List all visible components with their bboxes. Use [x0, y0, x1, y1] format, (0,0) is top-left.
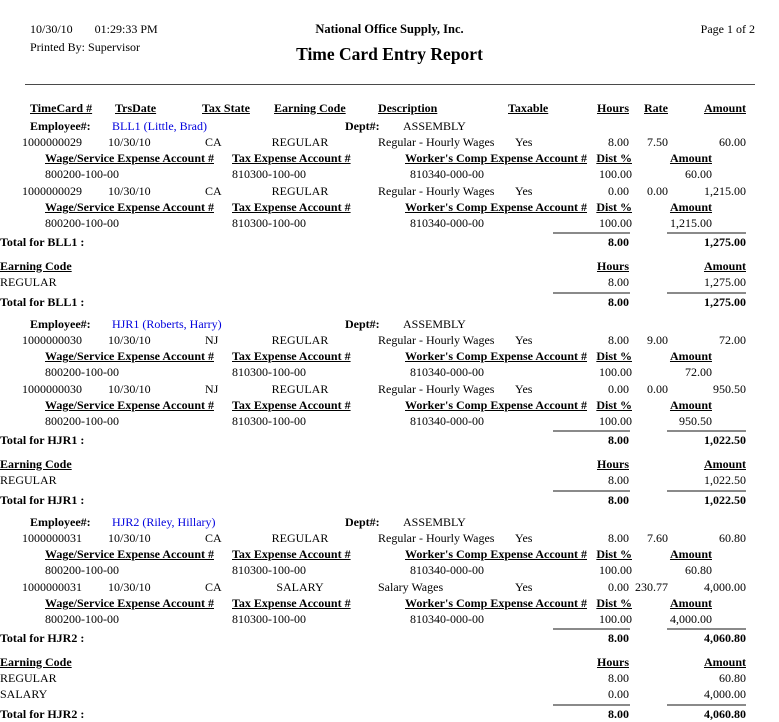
earning-summary-rows [0, 274, 779, 290]
timecard-row [0, 183, 779, 199]
timecard-earningcode: REGULAR [271, 333, 329, 347]
total-hours: 8.00 [608, 631, 629, 645]
timecard-date: 10/30/10 [108, 333, 151, 347]
dist-pct-value: 100.00 [599, 563, 632, 577]
dept-label: Dept#: [345, 119, 380, 133]
wage-account-label: Wage/Service Expense Account # [45, 349, 214, 363]
employee-link[interactable]: BLL1 (Little, Brad) [112, 119, 207, 133]
earning-code-header: Earning Code [0, 457, 72, 471]
dist-amount-value: 950.50 [679, 414, 712, 428]
distribution-value-row [0, 562, 779, 578]
distribution-header-row [0, 199, 779, 215]
tax-account-label: Tax Expense Account # [232, 349, 351, 363]
wage-account-label: Wage/Service Expense Account # [45, 596, 214, 610]
tax-account-label: Tax Expense Account # [232, 200, 351, 214]
comp-account-label: Worker's Comp Expense Account # [405, 151, 588, 165]
dist-pct-label: Dist % [596, 200, 632, 214]
comp-account-label: Worker's Comp Expense Account # [405, 349, 588, 363]
dist-amount-value: 72.00 [685, 365, 712, 379]
dist-amount-value: 4,000.00 [670, 612, 712, 626]
total-amount: 1,275.00 [704, 235, 746, 249]
earning-summary-header [0, 258, 779, 274]
timecard-description: Regular - Hourly Wages [378, 135, 495, 149]
comp-account-value: 810340-000-00 [410, 365, 484, 379]
employee-header-row [0, 118, 779, 134]
tax-account-label: Tax Expense Account # [232, 398, 351, 412]
earning-hours-value: 8.00 [608, 275, 629, 289]
employee-label: Employee#: [30, 119, 91, 133]
timecard-taxstate: NJ [205, 333, 219, 347]
total-label: Total for HJR1 : [0, 433, 85, 447]
dist-pct-label: Dist % [596, 596, 632, 610]
earning-amount-value: 60.80 [719, 671, 746, 685]
timecard-date: 10/30/10 [108, 531, 151, 545]
timecard-row [0, 530, 779, 546]
distribution-header-row [0, 397, 779, 413]
dist-amount-label: Amount [669, 596, 712, 610]
total-label: Total for HJR1 : [0, 493, 85, 507]
employee-total-row [0, 432, 779, 448]
dept-value: ASSEMBLY [403, 317, 466, 331]
timecard-row [0, 332, 779, 348]
col-earningcode: Earning Code [274, 101, 346, 115]
wage-account-label: Wage/Service Expense Account # [45, 151, 214, 165]
earning-amount-value: 1,275.00 [704, 275, 746, 289]
timecard-rate: 7.50 [647, 135, 668, 149]
wage-account-label: Wage/Service Expense Account # [45, 398, 214, 412]
dist-pct-value: 100.00 [599, 216, 632, 230]
wage-account-label: Wage/Service Expense Account # [45, 547, 214, 561]
distribution-header-row [0, 348, 779, 364]
timecard-earningcode: REGULAR [271, 382, 329, 396]
earning-summary-row [0, 670, 779, 686]
dist-amount-label: Amount [669, 200, 712, 214]
comp-account-value: 810340-000-00 [410, 216, 484, 230]
employee-header-row [0, 316, 779, 332]
comp-account-label: Worker's Comp Expense Account # [405, 596, 588, 610]
wage-account-value: 800200-100-00 [45, 563, 119, 577]
tax-account-value: 810300-100-00 [232, 216, 306, 230]
col-taxstate: Tax State [202, 101, 250, 115]
comp-account-value: 810340-000-00 [410, 612, 484, 626]
dist-amount-label: Amount [669, 349, 712, 363]
dist-amount-label: Amount [669, 151, 712, 165]
timecard-taxable: Yes [515, 333, 533, 347]
comp-account-label: Worker's Comp Expense Account # [405, 200, 588, 214]
timecard-amount: 4,000.00 [704, 580, 746, 594]
total-hours: 8.00 [608, 235, 629, 249]
earning-amount-header: Amount [703, 259, 746, 273]
timecard-amount: 72.00 [719, 333, 746, 347]
dist-pct-value: 100.00 [599, 365, 632, 379]
earning-hours-header: Hours [596, 457, 629, 471]
timecard-taxable: Yes [515, 580, 533, 594]
report-title: Time Card Entry Report [296, 44, 483, 64]
employee-section [0, 118, 779, 310]
print-time: 01:29:33 PM [94, 22, 158, 36]
timecard-amount: 1,215.00 [704, 184, 746, 198]
employee-section [0, 514, 779, 722]
dist-amount-value: 60.00 [685, 167, 712, 181]
timecard-hours: 8.00 [608, 531, 629, 545]
timecard-date: 10/30/10 [108, 184, 151, 198]
dept-label: Dept#: [345, 317, 380, 331]
timecard-number: 1000000029 [22, 184, 82, 198]
earning-code-value: SALARY [0, 687, 48, 701]
timecard-taxable: Yes [515, 135, 533, 149]
earning-hours-header: Hours [596, 259, 629, 273]
timecard-description: Regular - Hourly Wages [378, 531, 495, 545]
report-body [0, 118, 779, 722]
timecard-hours: 8.00 [608, 135, 629, 149]
earning-summary-row [0, 686, 779, 702]
timecard-hours: 0.00 [608, 580, 629, 594]
earning-amount-header: Amount [703, 655, 746, 669]
timecard-taxable: Yes [515, 184, 533, 198]
earning-hours-value: 8.00 [608, 473, 629, 487]
wage-account-value: 800200-100-00 [45, 365, 119, 379]
employee-total-row [0, 294, 779, 310]
comp-account-value: 810340-000-00 [410, 563, 484, 577]
timecard-rate: 0.00 [647, 382, 668, 396]
earning-summary-rows [0, 670, 779, 702]
distribution-value-row [0, 364, 779, 380]
timecard-hours: 0.00 [608, 382, 629, 396]
earning-amount-header: Amount [703, 457, 746, 471]
timecard-taxstate: CA [205, 531, 222, 545]
earning-amount-value: 1,022.50 [704, 473, 746, 487]
timecard-description: Regular - Hourly Wages [378, 184, 495, 198]
employee-total-row [0, 630, 779, 646]
total-label: Total for BLL1 : [0, 235, 85, 249]
distribution-value-row [0, 611, 779, 627]
distribution-value-row [0, 413, 779, 429]
dept-label: Dept#: [345, 515, 380, 529]
tax-account-label: Tax Expense Account # [232, 547, 351, 561]
timecard-number: 1000000031 [22, 531, 82, 545]
wage-account-value: 800200-100-00 [45, 167, 119, 181]
earning-code-header: Earning Code [0, 655, 72, 669]
timecard-number: 1000000029 [22, 135, 82, 149]
timecard-taxable: Yes [515, 531, 533, 545]
timecard-description: Salary Wages [378, 580, 444, 594]
employee-header-row [0, 514, 779, 530]
comp-account-value: 810340-000-00 [410, 167, 484, 181]
comp-account-value: 810340-000-00 [410, 414, 484, 428]
timecard-earningcode: REGULAR [271, 184, 329, 198]
dist-pct-label: Dist % [596, 349, 632, 363]
timecard-date: 10/30/10 [108, 382, 151, 396]
distribution-header-row [0, 150, 779, 166]
dept-value: ASSEMBLY [403, 119, 466, 133]
dist-amount-value: 1,215.00 [670, 216, 712, 230]
dept-value: ASSEMBLY [403, 515, 466, 529]
col-trsdate: TrsDate [115, 101, 157, 115]
employee-section [0, 316, 779, 508]
earning-summary-row [0, 472, 779, 488]
dist-pct-value: 100.00 [599, 414, 632, 428]
timecard-rate: 9.00 [647, 333, 668, 347]
timecard-earningcode: SALARY [276, 580, 324, 594]
distribution-value-row [0, 215, 779, 231]
earning-code-header: Earning Code [0, 259, 72, 273]
timecard-rate: 230.77 [635, 580, 668, 594]
employee-label: Employee#: [30, 515, 91, 529]
earning-hours-header: Hours [596, 655, 629, 669]
printed-by-value: Supervisor [88, 40, 141, 54]
dist-pct-label: Dist % [596, 398, 632, 412]
timecard-number: 1000000030 [22, 382, 82, 396]
tax-account-value: 810300-100-00 [232, 563, 306, 577]
earning-code-value: REGULAR [0, 473, 57, 487]
employee-link[interactable]: HJR2 (Riley, Hillary) [112, 515, 216, 529]
timecard-row [0, 579, 779, 595]
earning-amount-value: 4,000.00 [704, 687, 746, 701]
col-timecard: TimeCard # [30, 101, 93, 115]
wage-account-value: 800200-100-00 [45, 612, 119, 626]
distribution-value-row [0, 166, 779, 182]
total-amount: 4,060.80 [704, 631, 746, 645]
column-header-row [0, 100, 779, 116]
total-label: Total for BLL1 : [0, 295, 85, 309]
earning-code-value: REGULAR [0, 671, 57, 685]
col-taxable: Taxable [508, 101, 549, 115]
comp-account-label: Worker's Comp Expense Account # [405, 547, 588, 561]
employee-total-row [0, 706, 779, 722]
timecard-earningcode: REGULAR [271, 135, 329, 149]
tax-account-value: 810300-100-00 [232, 167, 306, 181]
employee-total-row [0, 234, 779, 250]
col-rate: Rate [644, 101, 668, 115]
earning-code-value: REGULAR [0, 275, 57, 289]
dist-pct-value: 100.00 [599, 612, 632, 626]
timecard-taxstate: CA [205, 184, 222, 198]
dist-amount-label: Amount [669, 398, 712, 412]
earning-summary-header [0, 456, 779, 472]
tax-account-value: 810300-100-00 [232, 612, 306, 626]
printed-by-label: Printed By: [30, 40, 86, 54]
tax-account-label: Tax Expense Account # [232, 596, 351, 610]
wage-account-label: Wage/Service Expense Account # [45, 200, 214, 214]
dist-amount-label: Amount [669, 547, 712, 561]
timecard-date: 10/30/10 [108, 580, 151, 594]
timecard-taxstate: CA [205, 580, 222, 594]
timecard-rate: 7.60 [647, 531, 668, 545]
timecard-amount: 60.00 [719, 135, 746, 149]
timecard-amount: 950.50 [713, 382, 746, 396]
report-header [0, 0, 779, 100]
earning-hours-value: 0.00 [608, 687, 629, 701]
wage-account-value: 800200-100-00 [45, 414, 119, 428]
distribution-header-row [0, 546, 779, 562]
dist-amount-value: 60.80 [685, 563, 712, 577]
total-amount: 1,022.50 [704, 433, 746, 447]
employee-total-row [0, 492, 779, 508]
earning-summary-row [0, 274, 779, 290]
timecard-rate: 0.00 [647, 184, 668, 198]
timecard-date: 10/30/10 [108, 135, 151, 149]
dist-pct-label: Dist % [596, 151, 632, 165]
timecard-hours: 8.00 [608, 333, 629, 347]
tax-account-value: 810300-100-00 [232, 365, 306, 379]
col-hours: Hours [596, 101, 629, 115]
timecard-taxstate: CA [205, 135, 222, 149]
timecard-description: Regular - Hourly Wages [378, 382, 495, 396]
timecard-number: 1000000031 [22, 580, 82, 594]
timecard-earningcode: REGULAR [271, 531, 329, 545]
header-rule [25, 84, 755, 85]
dist-pct-label: Dist % [596, 547, 632, 561]
earning-summary-header [0, 654, 779, 670]
col-description: Description [378, 101, 438, 115]
print-date: 10/30/10 [30, 22, 73, 36]
timecard-amount: 60.80 [719, 531, 746, 545]
tax-account-value: 810300-100-00 [232, 414, 306, 428]
timecard-taxable: Yes [515, 382, 533, 396]
timecard-taxstate: NJ [205, 382, 219, 396]
timecard-row [0, 134, 779, 150]
timecard-description: Regular - Hourly Wages [378, 333, 495, 347]
distribution-header-row [0, 595, 779, 611]
total-amount: 1,275.00 [704, 295, 746, 309]
tax-account-label: Tax Expense Account # [232, 151, 351, 165]
total-amount: 4,060.80 [704, 707, 746, 721]
total-hours: 8.00 [608, 493, 629, 507]
total-hours: 8.00 [608, 295, 629, 309]
total-amount: 1,022.50 [704, 493, 746, 507]
timecard-hours: 0.00 [608, 184, 629, 198]
total-hours: 8.00 [608, 433, 629, 447]
employee-label: Employee#: [30, 317, 91, 331]
total-label: Total for HJR2 : [0, 707, 85, 721]
total-label: Total for HJR2 : [0, 631, 85, 645]
employee-link[interactable]: HJR1 (Roberts, Harry) [112, 317, 222, 331]
dist-pct-value: 100.00 [599, 167, 632, 181]
timecard-row [0, 381, 779, 397]
earning-summary-rows [0, 472, 779, 488]
comp-account-label: Worker's Comp Expense Account # [405, 398, 588, 412]
earning-hours-value: 8.00 [608, 671, 629, 685]
total-hours: 8.00 [608, 707, 629, 721]
page-indicator: Page 1 of 2 [700, 22, 755, 36]
company-name: National Office Supply, Inc. [315, 22, 464, 36]
wage-account-value: 800200-100-00 [45, 216, 119, 230]
timecard-number: 1000000030 [22, 333, 82, 347]
col-amount: Amount [703, 101, 746, 115]
